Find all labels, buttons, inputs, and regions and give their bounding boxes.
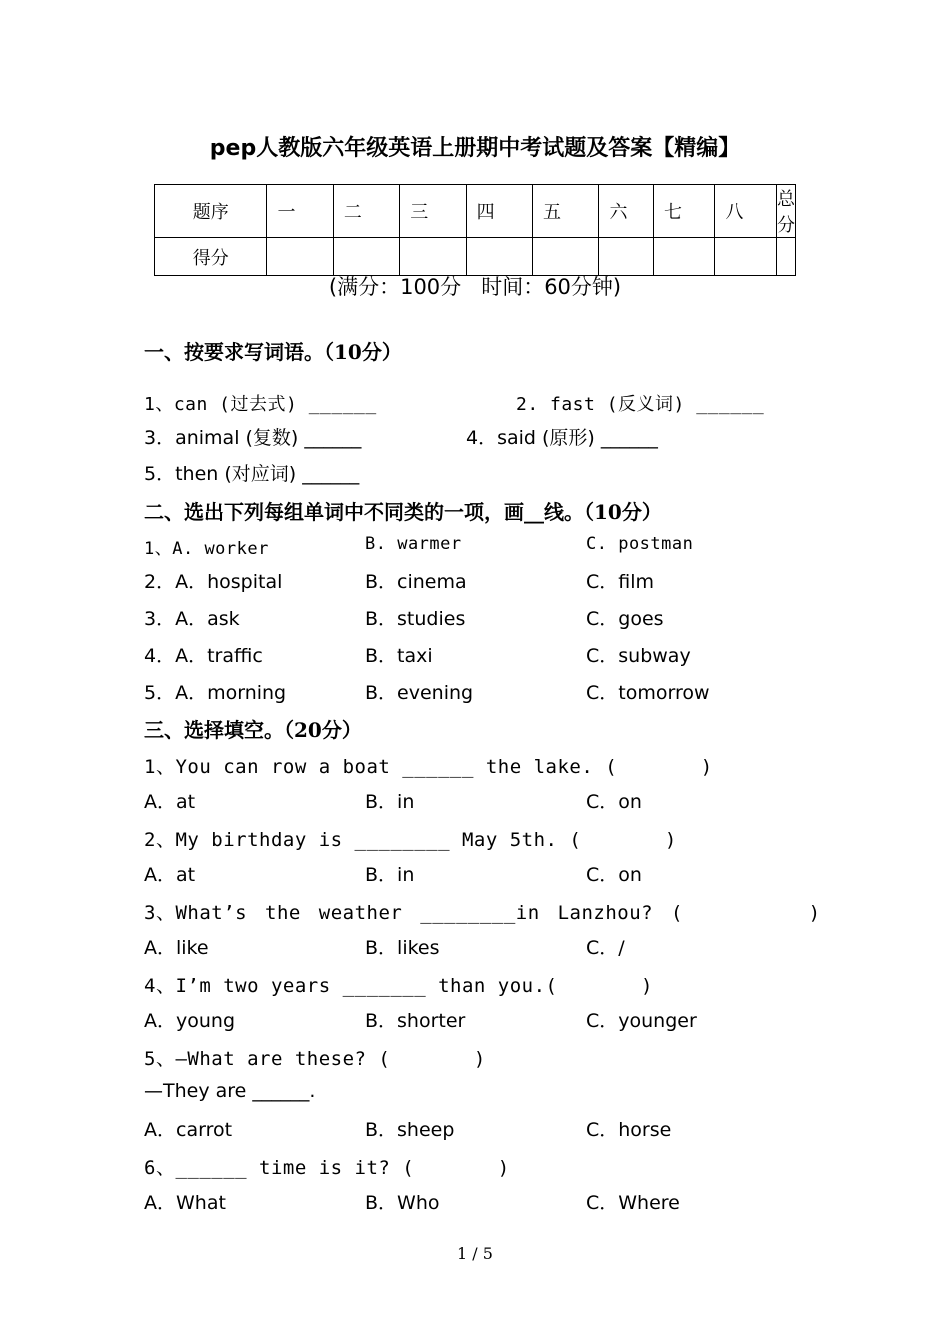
option-b: B．taxi bbox=[365, 645, 433, 667]
section1-question: 3．animal (复数) ______ bbox=[144, 427, 362, 449]
score-header-cell: 五 bbox=[533, 185, 599, 238]
score-header-cell: 八 bbox=[715, 185, 777, 238]
score-header-cell: 三 bbox=[400, 185, 466, 238]
option-c: C．goes bbox=[586, 608, 664, 630]
option-c: C．subway bbox=[586, 645, 691, 667]
option-a: 1、A. worker bbox=[144, 539, 269, 559]
option-a: 4．A．traffic bbox=[144, 645, 263, 667]
section1-question: 4．said (原形) ______ bbox=[466, 427, 658, 449]
score-cell[interactable] bbox=[777, 238, 796, 276]
option-b: B．sheep bbox=[365, 1119, 455, 1141]
question-text: 6、______ time is it? ( ) bbox=[144, 1157, 510, 1179]
option-a: A．at bbox=[144, 791, 196, 813]
score-cell[interactable] bbox=[533, 238, 599, 276]
score-cell[interactable] bbox=[267, 238, 333, 276]
score-table-header-row bbox=[155, 185, 796, 238]
option-c: C．on bbox=[586, 791, 642, 813]
option-c: C．younger bbox=[586, 1010, 697, 1032]
score-cell[interactable] bbox=[599, 238, 654, 276]
score-header-cell: 一 bbox=[267, 185, 333, 238]
option-b: B．Who bbox=[365, 1192, 440, 1214]
option-c: C．horse bbox=[586, 1119, 672, 1141]
score-header-cell: 七 bbox=[654, 185, 715, 238]
option-c: C. postman bbox=[586, 534, 694, 554]
section2-heading: 二、选出下列每组单词中不同类的一项，画__线。（10分） bbox=[144, 500, 662, 524]
question-text: 1、You can row a boat ______ the lake. ( ) bbox=[144, 756, 713, 778]
option-c: C．on bbox=[586, 864, 642, 886]
option-c: C．/ bbox=[586, 937, 625, 959]
option-b: B．cinema bbox=[365, 571, 467, 593]
option-b: B．studies bbox=[365, 608, 466, 630]
question-text: 4、I’m two years _______ than you.( ) bbox=[144, 975, 653, 997]
section1-question: 5．then (对应词) ______ bbox=[144, 463, 360, 485]
score-cell[interactable] bbox=[715, 238, 777, 276]
section1-heading: 一、按要求写词语。（10分） bbox=[144, 340, 402, 364]
score-cell[interactable] bbox=[400, 238, 466, 276]
score-table bbox=[154, 184, 796, 276]
option-b: B. warmer bbox=[365, 534, 462, 554]
option-a: A．What bbox=[144, 1192, 226, 1214]
exam-info: (满分：100分 时间：60分钟) bbox=[328, 275, 622, 299]
option-b: B．in bbox=[365, 864, 415, 886]
option-b: B．shorter bbox=[365, 1010, 466, 1032]
score-header-cell: 六 bbox=[599, 185, 654, 238]
score-row-label: 得分 bbox=[155, 238, 267, 276]
option-a: 5．A．morning bbox=[144, 682, 287, 704]
option-b: B．evening bbox=[365, 682, 474, 704]
question-text: 5、—What are these? ( ) bbox=[144, 1048, 486, 1070]
section3-heading: 三、选择填空。（20分） bbox=[144, 718, 362, 742]
option-c: C．tomorrow bbox=[586, 682, 710, 704]
option-c: C．Where bbox=[586, 1192, 680, 1214]
option-a: 2．A．hospital bbox=[144, 571, 283, 593]
section1-question: 1、can (过去式) ______ bbox=[144, 394, 377, 415]
score-cell[interactable] bbox=[654, 238, 715, 276]
page-title: pep人教版六年级英语上册期中考试题及答案【精编】 bbox=[209, 136, 741, 161]
section1-question: 2. fast (反义词) ______ bbox=[516, 394, 765, 415]
question-text: 3、What’s the weather ________in Lanzhou? ( ) bbox=[144, 902, 821, 924]
option-a: A．carrot bbox=[144, 1119, 233, 1141]
question-text: 2、My birthday is ________ May 5th. ( ) bbox=[144, 829, 677, 851]
option-b: B．in bbox=[365, 791, 415, 813]
score-header-cell: 总分 bbox=[777, 185, 796, 238]
score-cell[interactable] bbox=[333, 238, 399, 276]
score-cell[interactable] bbox=[466, 238, 532, 276]
option-a: A．at bbox=[144, 864, 196, 886]
page-number: 1 / 5 bbox=[457, 1244, 493, 1263]
option-b: B．likes bbox=[365, 937, 440, 959]
option-a: A．like bbox=[144, 937, 209, 959]
score-header-cell: 题序 bbox=[155, 185, 267, 238]
score-header-cell: 四 bbox=[466, 185, 532, 238]
option-c: C．film bbox=[586, 571, 655, 593]
score-table-score-row bbox=[155, 238, 796, 276]
option-a: 3．A．ask bbox=[144, 608, 240, 630]
question-answer-line: —They are ______. bbox=[144, 1080, 316, 1102]
option-a: A．young bbox=[144, 1010, 236, 1032]
score-header-cell: 二 bbox=[333, 185, 399, 238]
